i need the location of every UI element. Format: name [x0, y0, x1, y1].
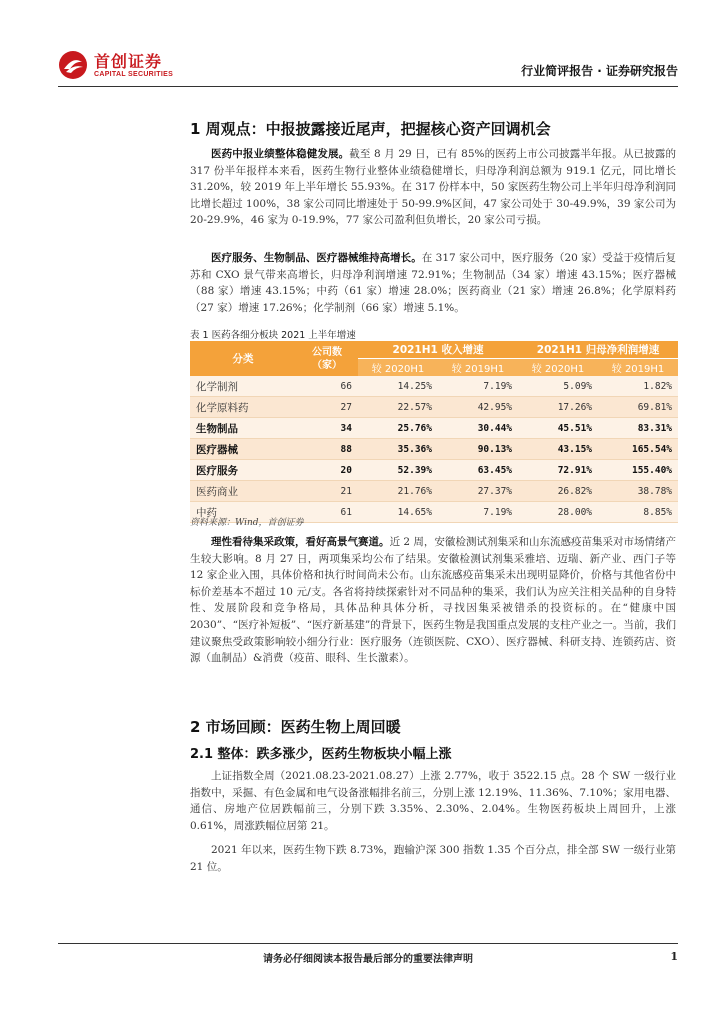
header-revenue-vs-2019: 较 2019H1: [438, 359, 518, 377]
subsection-2-1-title: 2.1 整体：跌多涨少，医药生物板块小幅上涨: [190, 747, 452, 762]
cell-profit-2020: 72.91%: [518, 460, 598, 481]
cell-revenue-2020: 25.76%: [358, 418, 438, 439]
cell-revenue-2019: 63.45%: [438, 460, 518, 481]
paragraph-4: 上证指数全周（2021.08.23-2021.08.27）上涨 2.77%，收于 3522.15 点。28 个 SW 一级行业指数中，采掘、有色金属和电气设备涨幅排名前三，分别上涨 12.19%、11.36%、7.10%；家用电器、通信、房地产位居跌幅前三，分别下跌 3.35%、2.30%、2.04%。生物医药板块上周回升，上涨 0.61%，周涨跌幅位居第 21。: [190, 770, 676, 832]
header-profit-vs-2019: 较 2019H1: [598, 359, 678, 377]
paragraph-1-lead: 医药中报业绩整体稳健发展。: [211, 148, 350, 160]
paragraph-3: [190, 534, 676, 667]
cell-profit-2019: 165.54%: [598, 439, 678, 460]
legal-disclaimer: 请务必仔细阅读本报告最后部分的重要法律声明: [263, 954, 473, 965]
table-row: [190, 376, 678, 397]
table-row: [190, 439, 678, 460]
cell-count: 88: [296, 439, 358, 460]
cell-profit-2020: 43.15%: [518, 439, 598, 460]
header-category: 分类: [190, 341, 296, 376]
growth-table: [190, 341, 678, 523]
cell-category: 医疗器械: [190, 439, 296, 460]
cell-count: 66: [296, 376, 358, 397]
cell-profit-2020: 45.51%: [518, 418, 598, 439]
cell-count: 34: [296, 418, 358, 439]
cell-profit-2019: 1.82%: [598, 376, 678, 397]
company-logo: [58, 50, 173, 80]
header-divider: [58, 86, 678, 87]
paragraph-1: [190, 146, 676, 229]
header-profit-growth: 2021H1 归母净利润增速: [518, 341, 678, 359]
logo-chinese-name: 首创证券: [94, 51, 163, 71]
cell-profit-2019: 155.40%: [598, 460, 678, 481]
table-source: 资料来源：Wind，首创证券: [190, 518, 304, 528]
cell-revenue-2019: 42.95%: [438, 397, 518, 418]
cell-profit-2020: 17.26%: [518, 397, 598, 418]
cell-category: 化学制剂: [190, 376, 296, 397]
cell-profit-2019: 38.78%: [598, 481, 678, 502]
paragraph-3-lead: 理性看待集采政策，看好高景气赛道。: [211, 536, 390, 548]
paragraph-3-text: 近 2 周，安徽检测试剂集采和山东流感疫苗集采对市场情绪产生较大影响。8 月 27 日，两项集采均公布了结果。安徽检测试剂集采雅培、迈瑞、新产业、西门子等 12 家企业入围，具体价格和执行时间尚未公布。山东流感疫苗集采未出现明显降价，价格与其他省份中标价差基本不超过 10 元/支。各省将持续探索针对不同品种的集采，我们认为应关注相关品种的自身特性、发展阶段和竞争格局，具体品种具体分析，寻找因集采被错杀的投资标的。在“健康中国 2030”、“医疗补短板”、“医疗新基建”的背景下，医药生物是我国重点发展的支柱产业之一。当前，我们建议聚焦受政策影响较小细分行业：医疗服务（连锁医院、CXO）、医疗器械、科研支持、连锁药店、资源（血制品）&消费（疫苗、眼科、生长激素）。: [190, 536, 677, 665]
cell-revenue-2020: 35.36%: [358, 439, 438, 460]
header-revenue-vs-2020: 较 2020H1: [358, 359, 438, 377]
cell-revenue-2019: 7.19%: [438, 376, 518, 397]
page-header: [58, 44, 678, 84]
cell-revenue-2020: 14.65%: [358, 502, 438, 523]
cell-profit-2019: 69.81%: [598, 397, 678, 418]
paragraph-1-text: 截至 8 月 29 日，已有 85%的医药上市公司披露半年报。从已披露的 317 份半年报样本来看，医药生物行业整体业绩稳健增长，归母净利润总额为 919.1 亿元，同比增长 31.20%，较 2019 年上半年增长 55.93%。在 317 份样本中，50 家医药生物公司上半年归母净利润同比增长超过 100%，38 家公司同比增速处于 50-99.9%区间，47 家公司处于 30-49.9%，39 家公司为 20-29.9%，46 家为 0-19.9%，77 家公司盈利但负增长，20 家公司亏损。: [190, 148, 676, 227]
table-row: [190, 397, 678, 418]
cell-category: 医疗服务: [190, 460, 296, 481]
cell-revenue-2020: 21.76%: [358, 481, 438, 502]
paragraph-5: 2021 年以来，医药生物下跌 8.73%，跑输沪深 300 指数 1.35 个百分点，排全部 SW 一级行业第 21 位。: [190, 844, 676, 873]
header-revenue-growth: 2021H1 收入增速: [358, 341, 518, 359]
cell-count: 27: [296, 397, 358, 418]
cell-count: 61: [296, 502, 358, 523]
cell-profit-2020: 28.00%: [518, 502, 598, 523]
cell-category: 医药商业: [190, 481, 296, 502]
table-row: [190, 481, 678, 502]
header-profit-vs-2020: 较 2020H1: [518, 359, 598, 377]
paragraph-2-text: 在 317 家公司中，医疗服务（20 家）受益于疫情后复苏和 CXO 景气带来高增长，归母净利润增速 72.91%；生物制品（34 家）增速 43.15%；医疗器械（88 家）增速 43.15%；中药（61 家）增速 28.0%；医药商业（21 家）增速 26.8%；化学原料药（27 家）增速 17.26%；化学制剂（66 家）增速 5.1%。: [190, 252, 677, 314]
cell-revenue-2020: 52.39%: [358, 460, 438, 481]
cell-count: 21: [296, 481, 358, 502]
cell-count: 20: [296, 460, 358, 481]
cell-revenue-2019: 90.13%: [438, 439, 518, 460]
cell-profit-2020: 26.82%: [518, 481, 598, 502]
paragraph-2: [190, 250, 676, 316]
cell-revenue-2019: 30.44%: [438, 418, 518, 439]
cell-revenue-2020: 14.25%: [358, 376, 438, 397]
cell-profit-2020: 5.09%: [518, 376, 598, 397]
logo-icon: [58, 50, 88, 80]
cell-revenue-2020: 22.57%: [358, 397, 438, 418]
cell-revenue-2019: 27.37%: [438, 481, 518, 502]
section-2-title: 2 市场回顾：医药生物上周回暖: [190, 718, 401, 736]
cell-category: 中药: [190, 502, 296, 523]
cell-profit-2019: 83.31%: [598, 418, 678, 439]
cell-profit-2019: 8.85%: [598, 502, 678, 523]
header-company-count: 公司数（家）: [296, 341, 358, 376]
cell-category: 化学原料药: [190, 397, 296, 418]
footer-divider: [58, 943, 678, 944]
report-type-label: 行业简评报告 · 证券研究报告: [521, 64, 678, 78]
table-caption: 表 1 医药各细分板块 2021 上半年增速: [190, 330, 356, 341]
paragraph-2-lead: 医疗服务、生物制品、医疗器械维持高增长。: [211, 252, 422, 264]
cell-revenue-2019: 7.19%: [438, 502, 518, 523]
table-row: [190, 460, 678, 481]
logo-english-name: CAPITAL SECURITIES: [94, 70, 174, 78]
cell-category: 生物制品: [190, 418, 296, 439]
page-number: 1: [670, 950, 678, 963]
section-1-title: 1 周观点：中报披露接近尾声，把握核心资产回调机会: [190, 120, 551, 138]
table-row: [190, 418, 678, 439]
